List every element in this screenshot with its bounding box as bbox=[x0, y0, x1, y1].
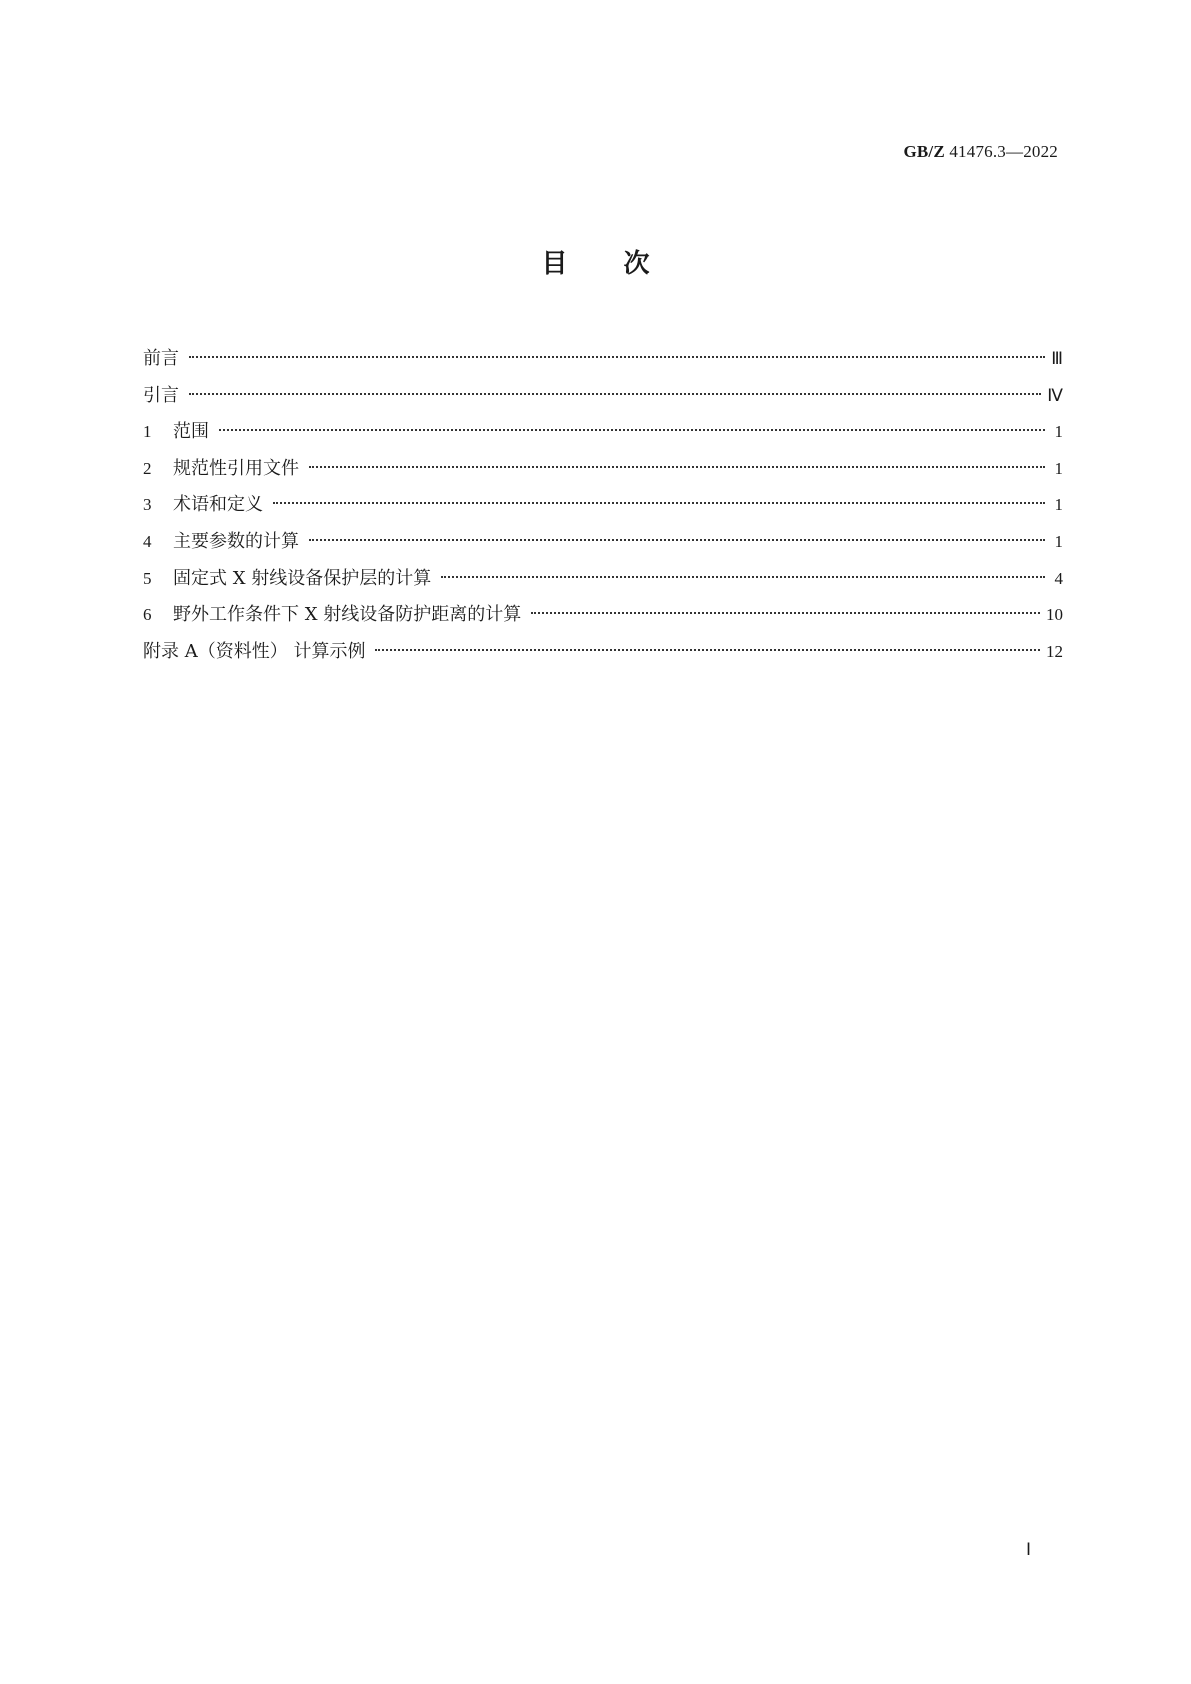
toc-entry-page: 1 bbox=[1054, 531, 1063, 551]
dot-leader bbox=[219, 429, 1045, 431]
toc-entry-page: 4 bbox=[1054, 568, 1063, 588]
page-number: Ⅰ bbox=[1026, 1540, 1032, 1559]
toc-entry-page: 12 bbox=[1046, 641, 1063, 661]
toc-entry-label: 固定式 X 射线设备保护层的计算 bbox=[173, 567, 432, 589]
toc-entry-label: 附录 A（资料性） 计算示例 bbox=[143, 640, 366, 662]
toc-entry-label: 规范性引用文件 bbox=[173, 457, 299, 479]
toc-entry-number: 1 bbox=[143, 422, 152, 442]
toc-entry-normative-references[interactable] bbox=[143, 451, 1063, 488]
toc-entry-number: 5 bbox=[143, 568, 152, 588]
dot-leader bbox=[531, 612, 1040, 614]
toc-entry-number: 4 bbox=[143, 531, 152, 551]
dot-leader bbox=[189, 356, 1045, 358]
dot-leader bbox=[309, 466, 1045, 468]
table-of-contents bbox=[143, 341, 1063, 670]
standard-prefix: GB/Z bbox=[903, 142, 945, 161]
toc-entry-annex-a[interactable] bbox=[143, 634, 1063, 671]
dot-leader bbox=[189, 393, 1041, 395]
toc-entry-page: 1 bbox=[1054, 422, 1063, 442]
toc-entry-page: 1 bbox=[1054, 495, 1063, 515]
toc-entry-number: 2 bbox=[143, 458, 152, 478]
toc-entry-main-parameters[interactable] bbox=[143, 524, 1063, 561]
standard-number-header bbox=[903, 142, 1058, 162]
toc-entry-foreword[interactable] bbox=[143, 341, 1063, 378]
dot-leader bbox=[441, 576, 1045, 578]
toc-entry-page: Ⅲ bbox=[1051, 349, 1063, 368]
toc-entry-label: 野外工作条件下 X 射线设备防护距离的计算 bbox=[173, 604, 522, 626]
dot-leader bbox=[375, 649, 1040, 651]
toc-entry-page: 10 bbox=[1046, 605, 1063, 625]
toc-entry-fixed-xray-shielding[interactable] bbox=[143, 561, 1063, 598]
toc-entry-number: 3 bbox=[143, 495, 152, 515]
toc-entry-label: 前言 bbox=[143, 348, 179, 369]
dot-leader bbox=[309, 539, 1045, 541]
standard-number: 41476.3—2022 bbox=[949, 142, 1058, 161]
toc-entry-field-xray-distance[interactable] bbox=[143, 597, 1063, 634]
toc-entry-label: 引言 bbox=[143, 384, 179, 406]
toc-entry-label: 术语和定义 bbox=[173, 494, 263, 516]
toc-entry-scope[interactable] bbox=[143, 414, 1063, 451]
page-title: 目次 bbox=[541, 249, 706, 279]
toc-entry-label: 主要参数的计算 bbox=[173, 530, 299, 552]
toc-entry-number: 6 bbox=[143, 605, 152, 625]
toc-entry-introduction[interactable] bbox=[143, 378, 1063, 415]
toc-entry-terms-definitions[interactable] bbox=[143, 487, 1063, 524]
toc-entry-page: 1 bbox=[1054, 458, 1063, 478]
dot-leader bbox=[273, 502, 1045, 504]
toc-entry-label: 范围 bbox=[173, 421, 209, 443]
toc-entry-page: Ⅳ bbox=[1047, 385, 1063, 405]
